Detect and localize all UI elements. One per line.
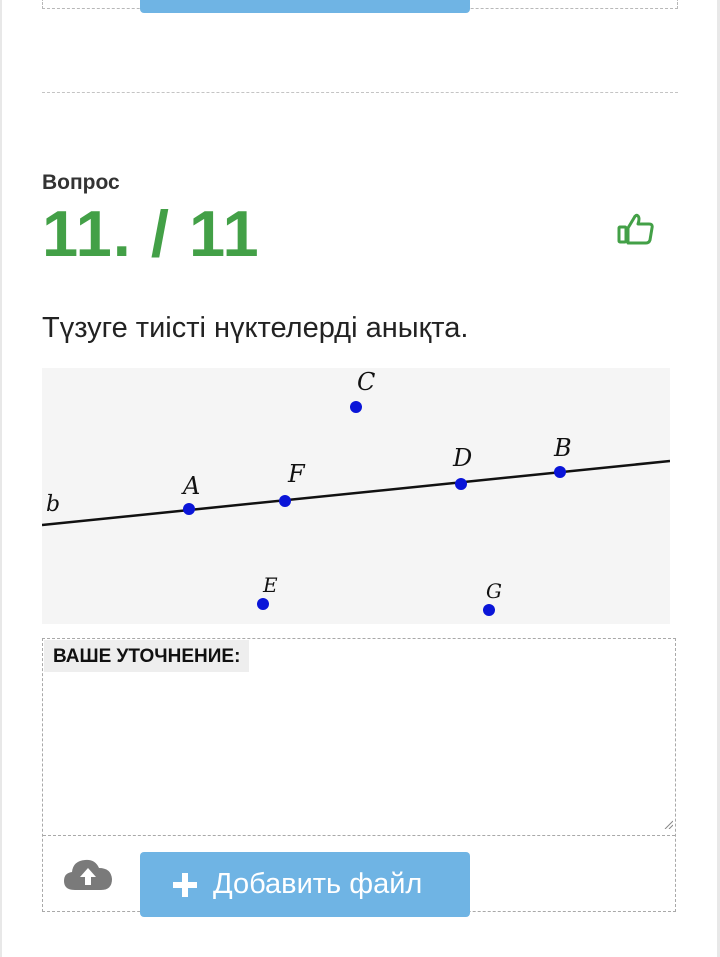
- left-border: [0, 0, 2, 957]
- label-g: G: [486, 579, 502, 603]
- label-d: D: [453, 444, 473, 472]
- question-number: 11. / 11: [42, 197, 260, 270]
- point-g: [483, 604, 495, 616]
- resize-grip-icon[interactable]: [663, 819, 673, 829]
- point-a: [183, 503, 195, 515]
- answer-label: ВАШЕ УТОЧНЕНИЕ:: [44, 640, 249, 672]
- point-f: [279, 495, 291, 507]
- cloud-upload-icon[interactable]: [63, 856, 113, 892]
- question-label: Вопрос: [42, 171, 120, 194]
- point-e: [257, 598, 269, 610]
- geometry-figure: [42, 368, 670, 624]
- point-b: [554, 466, 566, 478]
- point-d: [455, 478, 467, 490]
- previous-add-file-button[interactable]: [140, 0, 470, 13]
- line-b: [42, 461, 670, 525]
- thumbs-up-icon[interactable]: [616, 210, 656, 250]
- plus-icon: [172, 872, 198, 898]
- answer-textarea[interactable]: [44, 673, 678, 837]
- label-e: E: [263, 573, 278, 597]
- line-label: b: [46, 492, 61, 517]
- label-c: C: [357, 368, 376, 396]
- question-text: Түзуге тиісті нүктелерді анықта.: [42, 312, 469, 344]
- add-file-button[interactable]: [140, 852, 470, 917]
- label-f: F: [288, 460, 305, 488]
- answer-separator: [43, 835, 675, 836]
- add-file-label: Добавить файл: [213, 868, 423, 900]
- question-divider: [42, 92, 678, 93]
- point-c: [350, 401, 362, 413]
- label-b: B: [554, 434, 572, 462]
- label-a: A: [183, 472, 201, 500]
